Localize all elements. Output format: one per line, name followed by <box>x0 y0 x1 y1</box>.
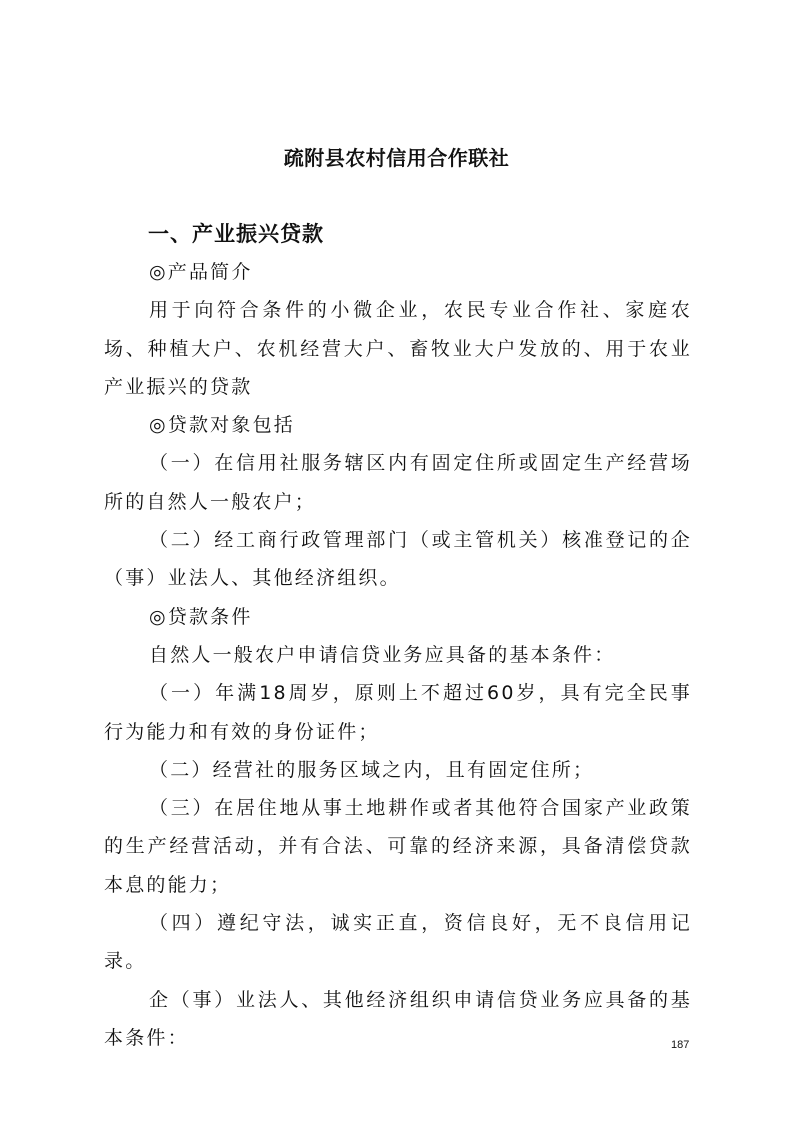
paragraph-product-intro: 用于向符合条件的小微企业，农民专业合作社、家庭农场、种植大户、农机经营大户、畜牧业大户发放的、用于农业产业振兴的贷款 <box>104 299 692 398</box>
paragraph-condition-3: （三）在居住地从事土地耕作或者其他符合国家产业政策的生产经营活动，并有合法、可靠的经济来源，具备清偿贷款本息的能力； <box>104 797 692 896</box>
paragraph-product-intro-heading: ◎产品简介 <box>149 261 253 283</box>
paragraph-loan-target-2: （二）经工商行政管理部门（或主管机关）核准登记的企（事）业法人、其他经济组织。 <box>104 529 692 590</box>
paragraph-condition-4: （四）遵纪守法，诚实正直，资信良好，无不良信用记录。 <box>104 912 692 973</box>
paragraph-condition-2: （二）经营社的服务区域之内，且有固定住所； <box>149 758 595 781</box>
paragraph-loan-target-1: （一）在信用社服务辖区内有固定住所或固定生产经营场所的自然人一般农户； <box>104 452 692 513</box>
page-number: 187 <box>671 1039 690 1051</box>
document-title: 疏附县农村信用合作联社 <box>283 146 510 170</box>
paragraph-enterprise-conditions-intro: 企（事）业法人、其他经济组织申请信贷业务应具备的基本条件： <box>104 988 692 1049</box>
paragraph-condition-1: （一）年满18周岁，原则上不超过60岁，具有完全民事行为能力和有效的身份证件； <box>104 682 692 743</box>
paragraph-individual-conditions-intro: 自然人一般农户申请信贷业务应具备的基本条件： <box>149 643 616 666</box>
document-body <box>104 253 692 1057</box>
paragraph-loan-conditions-heading: ◎贷款条件 <box>149 605 253 628</box>
paragraph-loan-target-heading: ◎贷款对象包括 <box>149 414 295 437</box>
section-heading: 一、产业振兴贷款 <box>148 221 324 246</box>
